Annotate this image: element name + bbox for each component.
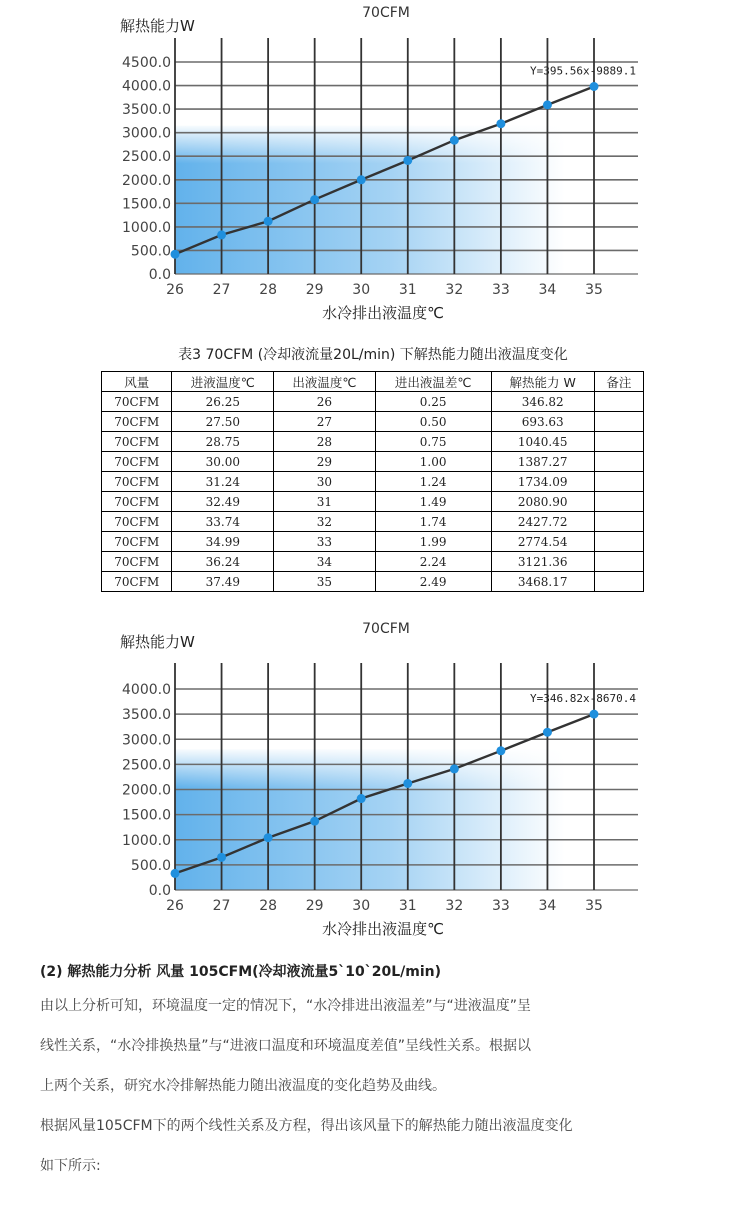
analysis-paragraph-1 — [40, 996, 720, 1116]
y-tick-label: 2000.0 — [122, 172, 171, 189]
table-cell: 1387.27 — [491, 452, 594, 472]
table-row — [102, 412, 644, 432]
x-tick-label: 30 — [352, 282, 371, 298]
table-cell: 32 — [274, 512, 375, 532]
x-tick-label: 33 — [491, 282, 510, 298]
table-cell: 1.00 — [375, 452, 491, 472]
table-row — [102, 532, 644, 552]
y-tick-label: 4500.0 — [122, 55, 171, 71]
table-header-cell: 进液温度℃ — [172, 372, 274, 392]
table-cell: 34.99 — [172, 532, 274, 552]
paragraph-1-line: 上两个关系，研究水冷排解热能力随出液温度的变化趋势及曲线。 — [40, 1078, 446, 1094]
table-cell — [594, 552, 643, 572]
y-tick-label: 500.0 — [130, 857, 171, 874]
chart-2-svg — [0, 615, 746, 945]
y-axis-label: 解热能力W — [120, 17, 195, 35]
table-cell: 27 — [274, 412, 375, 432]
table-cell: 28.75 — [172, 432, 274, 452]
data-point — [403, 156, 412, 165]
x-tick-label: 27 — [212, 898, 231, 914]
data-point — [590, 710, 599, 719]
chart-1 — [0, 0, 746, 330]
table-cell: 2427.72 — [491, 512, 594, 532]
data-point — [543, 728, 552, 737]
table-cell: 31 — [274, 492, 375, 512]
data-point — [171, 250, 180, 259]
chart-1-svg — [0, 0, 746, 330]
table-cell: 28 — [274, 432, 375, 452]
table-cell: 2774.54 — [491, 532, 594, 552]
analysis-section — [40, 962, 720, 1196]
y-tick-label: 1000.0 — [122, 832, 171, 849]
table-header-cell: 解热能力 W — [491, 372, 594, 392]
data-point — [543, 100, 552, 109]
y-tick-label: 1500.0 — [122, 807, 171, 824]
y-tick-label: 3500.0 — [122, 707, 171, 724]
table-cell: 35 — [274, 572, 375, 592]
data-point — [403, 779, 412, 788]
y-tick-label: 0.0 — [148, 883, 171, 899]
x-tick-label: 30 — [352, 898, 371, 914]
data-point — [590, 82, 599, 91]
x-tick-label: 34 — [538, 898, 557, 914]
table-cell: 70CFM — [102, 452, 172, 472]
x-tick-label: 35 — [585, 898, 603, 914]
y-tick-label: 3000.0 — [122, 125, 171, 142]
table-header-cell: 备注 — [594, 372, 643, 392]
table-cell: 70CFM — [102, 512, 172, 532]
x-tick-label: 29 — [305, 282, 324, 298]
y-axis-label: 解热能力W — [120, 633, 195, 651]
table-cell — [594, 392, 643, 412]
paragraph-1-line: 线性关系，“水冷排换热量”与“进液口温度和环境温度差值”呈线性关系。根据以 — [40, 1038, 532, 1054]
table-cell: 346.82 — [491, 392, 594, 412]
table-row — [102, 572, 644, 592]
y-tick-label: 0.0 — [148, 267, 171, 283]
table-cell: 70CFM — [102, 392, 172, 412]
paragraph-2-line: 根据风量105CFM下的两个线性关系及方程，得出该风量下的解热能力随出液温度变化 — [40, 1118, 573, 1134]
table-header-row — [102, 372, 644, 392]
y-tick-label: 4000.0 — [122, 78, 171, 95]
table-cell: 1.49 — [375, 492, 491, 512]
table-cell: 1.24 — [375, 472, 491, 492]
table-cell: 1734.09 — [491, 472, 594, 492]
data-point — [217, 230, 226, 239]
table-row — [102, 432, 644, 452]
table-cell — [594, 432, 643, 452]
table-cell: 70CFM — [102, 572, 172, 592]
x-tick-label: 31 — [398, 282, 417, 298]
table-cell: 2.49 — [375, 572, 491, 592]
x-tick-label: 34 — [538, 282, 557, 298]
data-table — [101, 371, 644, 592]
table-cell — [594, 572, 643, 592]
table-cell: 3121.36 — [491, 552, 594, 572]
table-cell: 37.49 — [172, 572, 274, 592]
table-row — [102, 492, 644, 512]
analysis-paragraph-2 — [40, 1116, 720, 1196]
table-cell: 32.49 — [172, 492, 274, 512]
y-tick-label: 2000.0 — [122, 782, 171, 799]
table-cell: 2080.90 — [491, 492, 594, 512]
x-axis-label: 水冷排出液温度℃ — [322, 304, 444, 322]
data-point — [310, 195, 319, 204]
table-cell: 3468.17 — [491, 572, 594, 592]
table-cell: 70CFM — [102, 552, 172, 572]
x-tick-label: 28 — [259, 282, 278, 298]
table-row — [102, 392, 644, 412]
y-tick-label: 500.0 — [130, 243, 171, 260]
y-tick-label: 4000.0 — [122, 682, 171, 698]
chart-title: 70CFM — [362, 621, 410, 637]
table-row — [102, 452, 644, 472]
data-point — [496, 119, 505, 128]
x-tick-label: 31 — [398, 898, 417, 914]
table-row — [102, 472, 644, 492]
data-point — [217, 853, 226, 862]
y-tick-label: 3500.0 — [122, 102, 171, 119]
equation-annotation: Y=395.56x-9889.1 — [530, 64, 636, 78]
table-cell — [594, 492, 643, 512]
table-cell: 1040.45 — [491, 432, 594, 452]
table-header-cell: 出液温度℃ — [274, 372, 375, 392]
table-header — [102, 372, 644, 392]
chart-title: 70CFM — [362, 5, 410, 21]
table-cell: 27.50 — [172, 412, 274, 432]
data-point — [357, 794, 366, 803]
y-tick-label: 3000.0 — [122, 732, 171, 749]
data-point — [264, 833, 273, 842]
table-header-cell: 风量 — [102, 372, 172, 392]
x-tick-label: 29 — [305, 898, 324, 914]
data-point — [171, 869, 180, 878]
table-cell: 34 — [274, 552, 375, 572]
table-cell: 36.24 — [172, 552, 274, 572]
table-cell — [594, 532, 643, 552]
table-caption: 表3 70CFM (冷却液流量20L/min) 下解热能力随出液温度变化 — [178, 347, 568, 363]
table-cell: 70CFM — [102, 492, 172, 512]
area-fade — [175, 747, 594, 787]
y-tick-label: 1500.0 — [122, 196, 171, 213]
table-cell: 1.99 — [375, 532, 491, 552]
table-row — [102, 552, 644, 572]
table-body — [102, 392, 644, 592]
table-cell: 0.75 — [375, 432, 491, 452]
x-tick-label: 32 — [445, 898, 464, 914]
table-cell: 1.74 — [375, 512, 491, 532]
analysis-heading: (2) 解热能力分析 风量 105CFM(冷却液流量5`10`20L/min) — [40, 964, 442, 980]
table-cell — [594, 472, 643, 492]
data-point — [496, 746, 505, 755]
paragraph-1-line: 由以上分析可知，环境温度一定的情况下，“水冷排进出液温差”与“进液温度”呈 — [40, 998, 532, 1014]
table-cell: 70CFM — [102, 432, 172, 452]
table-cell: 33 — [274, 532, 375, 552]
x-tick-label: 33 — [491, 898, 510, 914]
x-tick-label: 35 — [585, 282, 603, 298]
data-point — [264, 217, 273, 226]
data-point — [310, 817, 319, 826]
table-row — [102, 512, 644, 532]
x-tick-label: 32 — [445, 282, 464, 298]
table-cell: 29 — [274, 452, 375, 472]
x-tick-label: 28 — [259, 898, 278, 914]
x-tick-label: 26 — [166, 282, 184, 298]
table-header-cell: 进出液温差℃ — [375, 372, 491, 392]
table-cell: 30.00 — [172, 452, 274, 472]
x-tick-label: 27 — [212, 282, 231, 298]
table-cell: 33.74 — [172, 512, 274, 532]
data-point — [450, 764, 459, 773]
table-cell: 31.24 — [172, 472, 274, 492]
table-cell: 0.25 — [375, 392, 491, 412]
y-tick-label: 2500.0 — [122, 149, 171, 166]
table-cell: 0.50 — [375, 412, 491, 432]
data-point — [357, 175, 366, 184]
x-axis-label: 水冷排出液温度℃ — [322, 920, 444, 938]
table-cell: 70CFM — [102, 532, 172, 552]
table-cell: 30 — [274, 472, 375, 492]
y-tick-label: 2500.0 — [122, 757, 171, 774]
chart-2 — [0, 615, 746, 945]
data-point — [450, 136, 459, 145]
y-tick-label: 1000.0 — [122, 219, 171, 236]
table-cell: 2.24 — [375, 552, 491, 572]
table-cell: 26.25 — [172, 392, 274, 412]
equation-annotation: Y=346.82x-8670.4 — [530, 692, 636, 706]
x-tick-label: 26 — [166, 898, 184, 914]
table-cell — [594, 452, 643, 472]
table-cell: 26 — [274, 392, 375, 412]
table-cell: 70CFM — [102, 412, 172, 432]
paragraph-2-line: 如下所示: — [40, 1158, 101, 1174]
table-cell — [594, 412, 643, 432]
area-fade — [175, 124, 594, 164]
table-cell: 693.63 — [491, 412, 594, 432]
table-cell: 70CFM — [102, 472, 172, 492]
table-cell — [594, 512, 643, 532]
